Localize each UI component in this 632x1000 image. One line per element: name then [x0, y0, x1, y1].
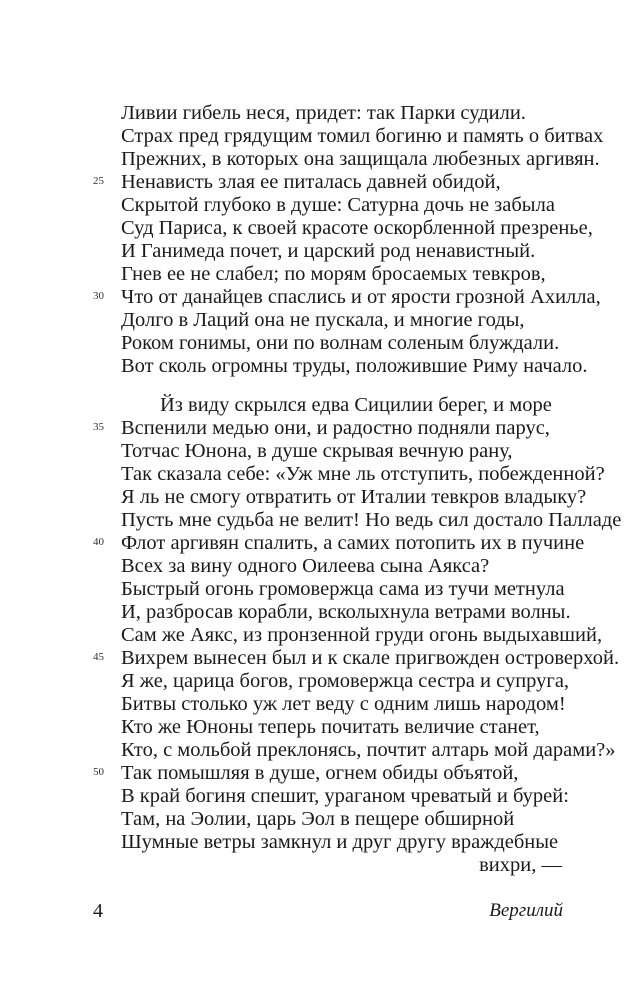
line-number: 50 [93, 766, 104, 778]
verse-line: Всех за вину одного Оилеева сына Аякса? [121, 555, 490, 577]
verse-line-continuation: вихри, — [479, 854, 562, 876]
verse-line: И Ганимеда почет, и царский род ненавистный. [121, 240, 536, 262]
line-number: 45 [93, 651, 104, 663]
verse-line: Долго в Лаций она не пускала, и многие годы, [121, 309, 525, 331]
page-number: 4 [93, 900, 103, 922]
verse-line: Ливии гибель неся, придет: так Парки судили. [121, 102, 526, 124]
verse-line: Прежних, в которых она защищала любезных аргивян. [121, 148, 600, 170]
verse-line: Скрытой глубоко в душе: Сатурна дочь не забыла [121, 194, 555, 216]
verse-line: Пусть мне судьба не велит! Но ведь сил достало Палладе [121, 509, 622, 531]
verse-line: Вот сколь огромны труды, положившие Риму начало. [121, 355, 588, 377]
verse-line: Так помышляя в душе, огнем обиды объятой, [121, 762, 519, 784]
verse-line: Кто же Юноны теперь почитать величие станет, [121, 716, 540, 738]
verse-line: Вспенили медью они, и радостно подняли парус, [121, 417, 550, 439]
verse-line: Битвы столько уж лет веду с одним лишь народом! [121, 693, 566, 715]
line-number: 25 [93, 175, 104, 187]
verse-line: Ненависть злая ее питалась давней обидой, [121, 171, 501, 193]
running-footer-author: Вергилий [489, 900, 563, 921]
verse-line: В край богиня спешит, ураганом чреватый и бурей: [121, 785, 569, 807]
verse-line: Что от данайцев спаслись и от ярости грозной Ахилла, [121, 286, 601, 308]
verse-line: Страх пред грядущим томил богиню и память о битвах [121, 125, 604, 147]
verse-line: Суд Париса, к своей красоте оскорбленной презренье, [121, 217, 593, 239]
verse-line: Гнев ее не слабел; по морям бросаемых тевкров, [121, 263, 546, 285]
line-number: 30 [93, 290, 104, 302]
verse-line: Вихрем вынесен был и к скале пригвожден островерхой. [121, 647, 620, 669]
verse-line: Быстрый огонь громовержца сама из тучи метнула [121, 578, 565, 600]
verse-line: Шумные ветры замкнул и друг другу враждебные [121, 831, 559, 853]
verse-line: Сам же Аякс, из пронзенной груди огонь выдыхавший, [121, 624, 603, 646]
verse-line: Тотчас Юнона, в душе скрывая вечную рану, [121, 440, 513, 462]
verse-line: И, разбросав корабли, всколыхнула ветрами волны. [121, 601, 571, 623]
verse-line: Роком гонимы, они по волнам соленым блуждали. [121, 332, 560, 354]
line-number: 40 [93, 536, 104, 548]
verse-line: Я же, царица богов, громовержца сестра и супруга, [121, 670, 570, 692]
verse-line: Кто, с мольбой преклонясь, почтит алтарь мой дарами?» [121, 739, 616, 761]
verse-line: Йз виду скрылся едва Сицилии берег, и море [160, 394, 552, 416]
line-number: 35 [93, 421, 104, 433]
verse-line: Так сказала себе: «Уж мне ль отступить, побежденной? [121, 463, 605, 485]
verse-line: Флот аргивян спалить, а самих потопить их в пучине [121, 532, 585, 554]
verse-line: Я ль не смогу отвратить от Италии тевкров владыку? [121, 486, 587, 508]
verse-line: Там, на Эолии, царь Эол в пещере обширной [121, 808, 515, 830]
